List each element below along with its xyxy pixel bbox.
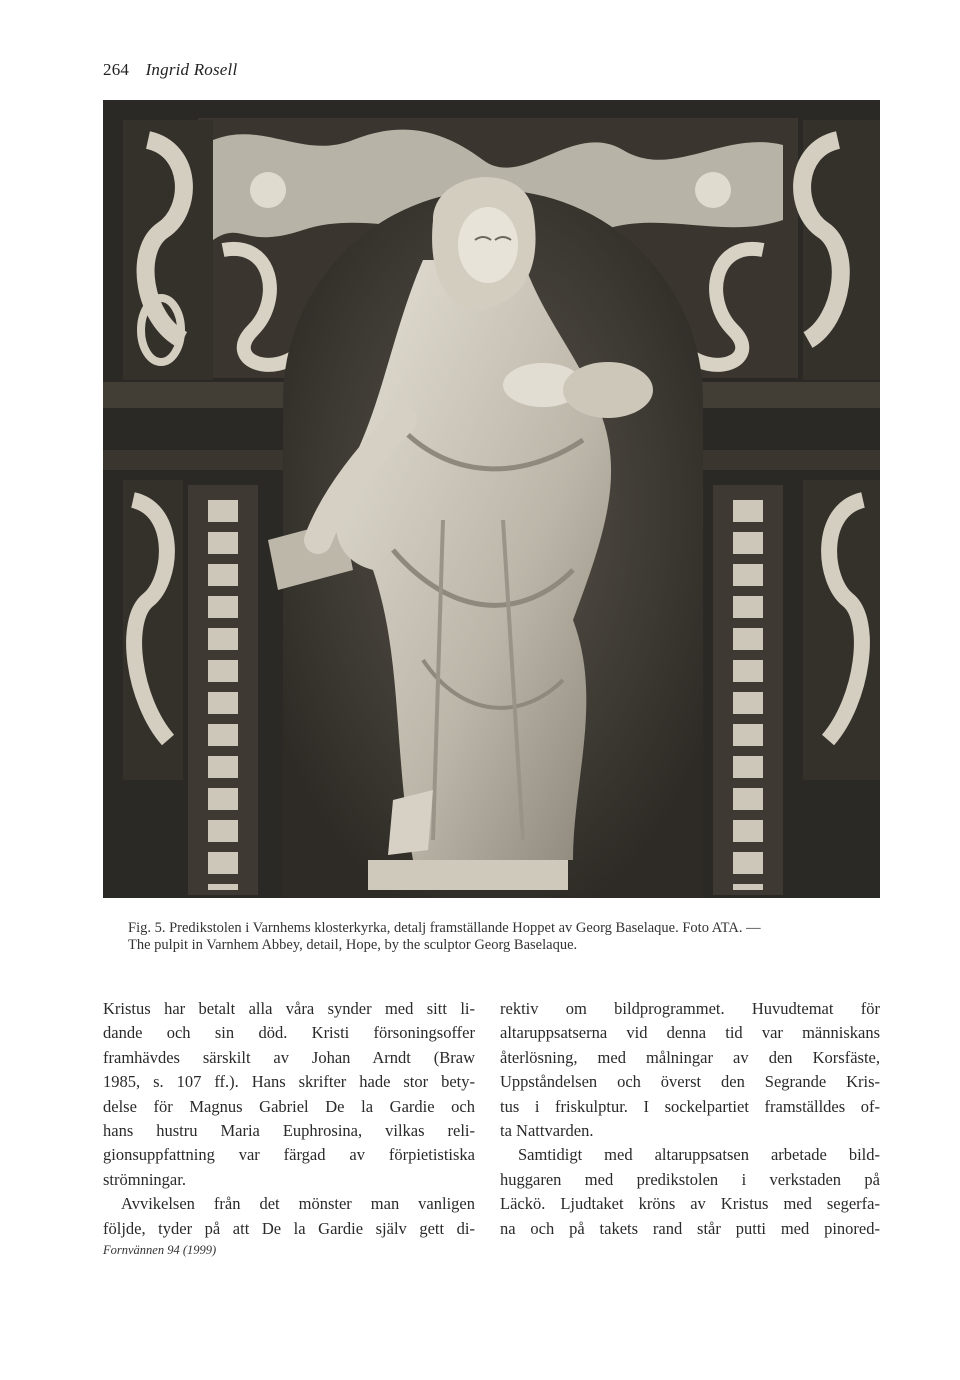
text-line: gionsuppfattning var färgad av förpietistiska — [103, 1145, 475, 1165]
text-line: na och på takets rand står putti med pinored- — [500, 1218, 880, 1238]
text-line: Avvikelsen från det mönster man vanligen — [121, 1194, 475, 1214]
text-line: hans hustru Maria Euphrosina, vilkas reli- — [103, 1121, 475, 1141]
text-line: Läckö. Ljudtaket kröns av Kristus med segerfa- — [500, 1194, 880, 1214]
running-header — [103, 60, 237, 80]
body-column-right — [500, 997, 880, 1241]
body-column-left — [103, 997, 475, 1241]
text-line: altaruppsatserna vid denna tid var människans — [500, 1023, 880, 1043]
text-line: 1985, s. 107 ff.). Hans skrifter hade stor bety- — [103, 1072, 475, 1092]
sculpture-illustration — [103, 100, 880, 898]
text-line: delse för Magnus Gabriel De la Gardie och — [103, 1096, 475, 1116]
caption-swedish: Fig. 5. Predikstolen i Varnhems klosterkyrka, detalj framställande Hoppet av Georg Baselaque. Foto ATA. — — [128, 920, 761, 936]
text-line: Kristus har betalt alla våra synder med sitt li- — [103, 999, 475, 1018]
text-line: ta Nattvarden. — [500, 1121, 594, 1141]
journal-footer: Fornvännen 94 (1999) — [103, 1243, 217, 1257]
page-number: 264 — [103, 60, 130, 79]
caption-english: The pulpit in Varnhem Abbey, detail, Hope, by the sculptor Georg Baselaque. — [128, 937, 578, 953]
text-line: tus i friskulptur. I sockelpartiet framställdes of- — [500, 1096, 880, 1116]
figure-photo — [103, 100, 880, 898]
figure-caption — [128, 920, 888, 954]
text-line: Samtidigt med altaruppsatsen arbetade bild- — [518, 1145, 880, 1165]
text-line: rektiv om bildprogrammet. Huvudtemat för — [500, 999, 880, 1018]
running-author: Ingrid Rosell — [145, 60, 238, 79]
text-line: framhävdes särskilt av Johan Arndt (Braw — [103, 1047, 475, 1067]
text-line: Uppståndelsen och överst den Segrande Kris- — [500, 1072, 880, 1092]
text-line: dande och sin död. Kristi försoningsoffer — [103, 1023, 475, 1043]
text-line: huggaren med predikstolen i verkstaden på — [500, 1169, 880, 1189]
text-line: återlösning, med målningar av den Korsfäste, — [500, 1047, 880, 1067]
text-line: strömningar. — [103, 1169, 186, 1189]
text-line: följde, tyder på att De la Gardie själv gett di- — [103, 1218, 475, 1238]
